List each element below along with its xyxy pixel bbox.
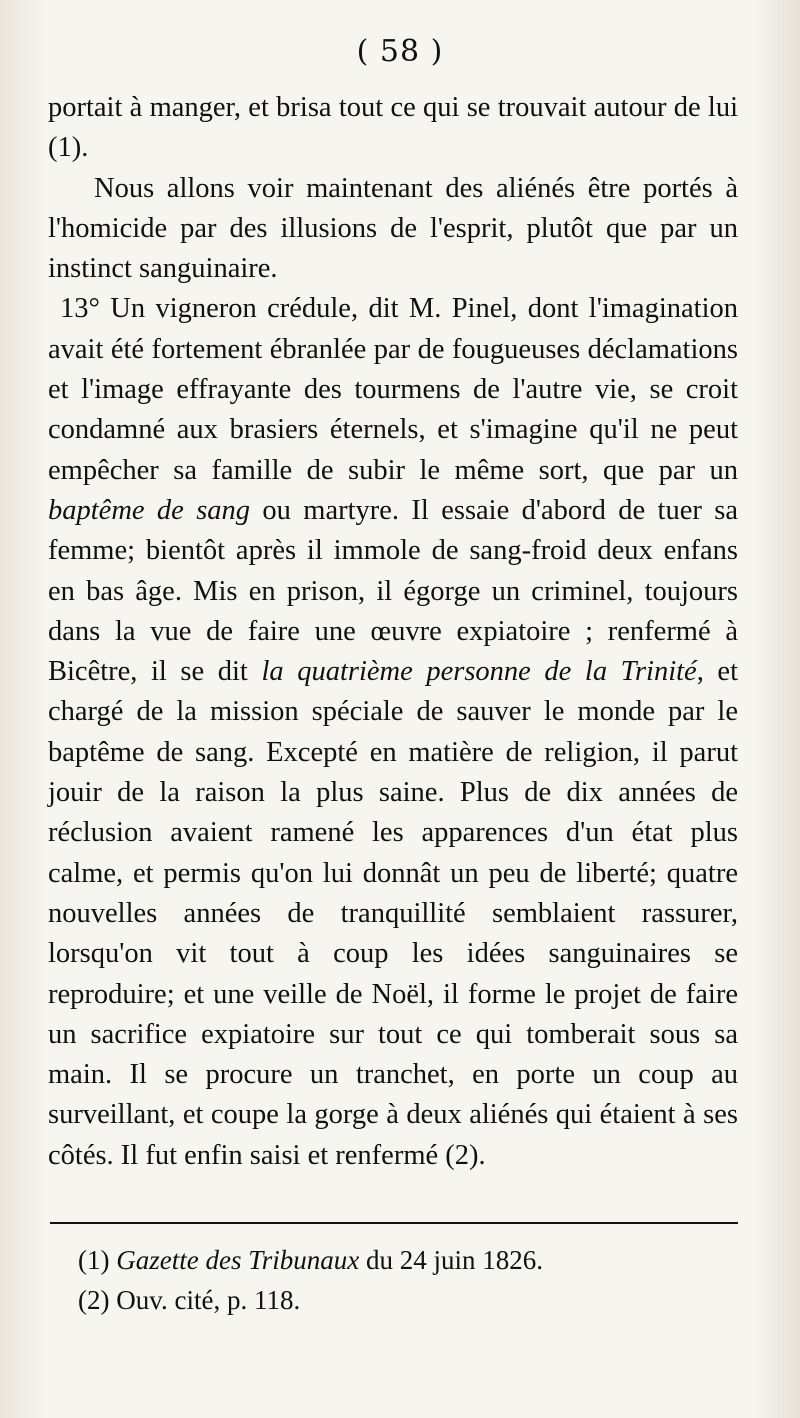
body-text bbox=[48, 88, 738, 1176]
footnote-2-marker: (2) bbox=[78, 1285, 110, 1315]
paragraph-case-13 bbox=[48, 289, 738, 1176]
footnote-1-marker: (1) bbox=[78, 1245, 110, 1275]
paragraph-continuation: portait à manger, et brisa tout ce qui se trouvait autour de lui (1). bbox=[48, 92, 738, 164]
case-text-part-1: 13° Un vigneron crédule, dit M. Pinel, dont l'imagination avait été fortement ébranlée par de fougueuses déclamations et l'image effrayante des tourmens de l'autre vie, se croit condamné aux brasiers éternels, et s'imagine qu'il ne peut empêcher sa famille de subir le même sort, que par un bbox=[48, 293, 738, 486]
footnote-1 bbox=[78, 1240, 738, 1280]
italic-phrase-bapteme: baptême de sang bbox=[48, 494, 251, 526]
page-number: ( 58 ) bbox=[356, 34, 444, 69]
paragraph-intro: Nous allons voir maintenant des aliénés être portés à l'homicide par des illusions de l'esprit, plutôt que par un instinct sanguinaire. bbox=[48, 172, 738, 285]
case-text-part-3: , et chargé de la mission spéciale de sauver le monde par le baptême de sang. Excepté en matière de religion, il parut jouir de la raison la plus saine. Plus de dix années de réclusion avaient ramené les apparences d'un état plus calme, et permis qu'on lui donnât un peu de liberté; quatre nouvelles années de tranquillité semblaient rassurer, lorsqu'on vit tout à coup les idées sanguinaires se reproduire; et une veille de Noël, il forme le projet de faire un sacrifice expiatoire sur tout ce qui tomberait sous sa main. Il se procure un tranchet, en porte un coup au surveillant, et coupe la gorge à deux aliénés qui étaient à ses côtés. Il fut enfin saisi et renfermé (2). bbox=[48, 656, 738, 1171]
footnote-2 bbox=[78, 1280, 738, 1320]
footnote-1-source: Gazette des Tribunaux bbox=[116, 1245, 360, 1275]
italic-phrase-trinite: la quatrième personne de la Trinité bbox=[261, 656, 697, 688]
footnotes bbox=[78, 1240, 738, 1320]
case-text-part-2: ou martyre. Il essaie d'abord de tuer sa femme; bientôt après il immole de sang-froid deux enfans en bas âge. Mis en prison, il égorge un criminel, toujours dans la vue de faire une œuvre expiatoire ; renfermé à Bicêtre, il se dit bbox=[48, 494, 738, 688]
footnote-1-date: du 24 juin 1826. bbox=[359, 1245, 543, 1275]
footnote-2-text: Ouv. cité, p. 118. bbox=[116, 1285, 301, 1315]
footnote-rule bbox=[50, 1222, 738, 1224]
